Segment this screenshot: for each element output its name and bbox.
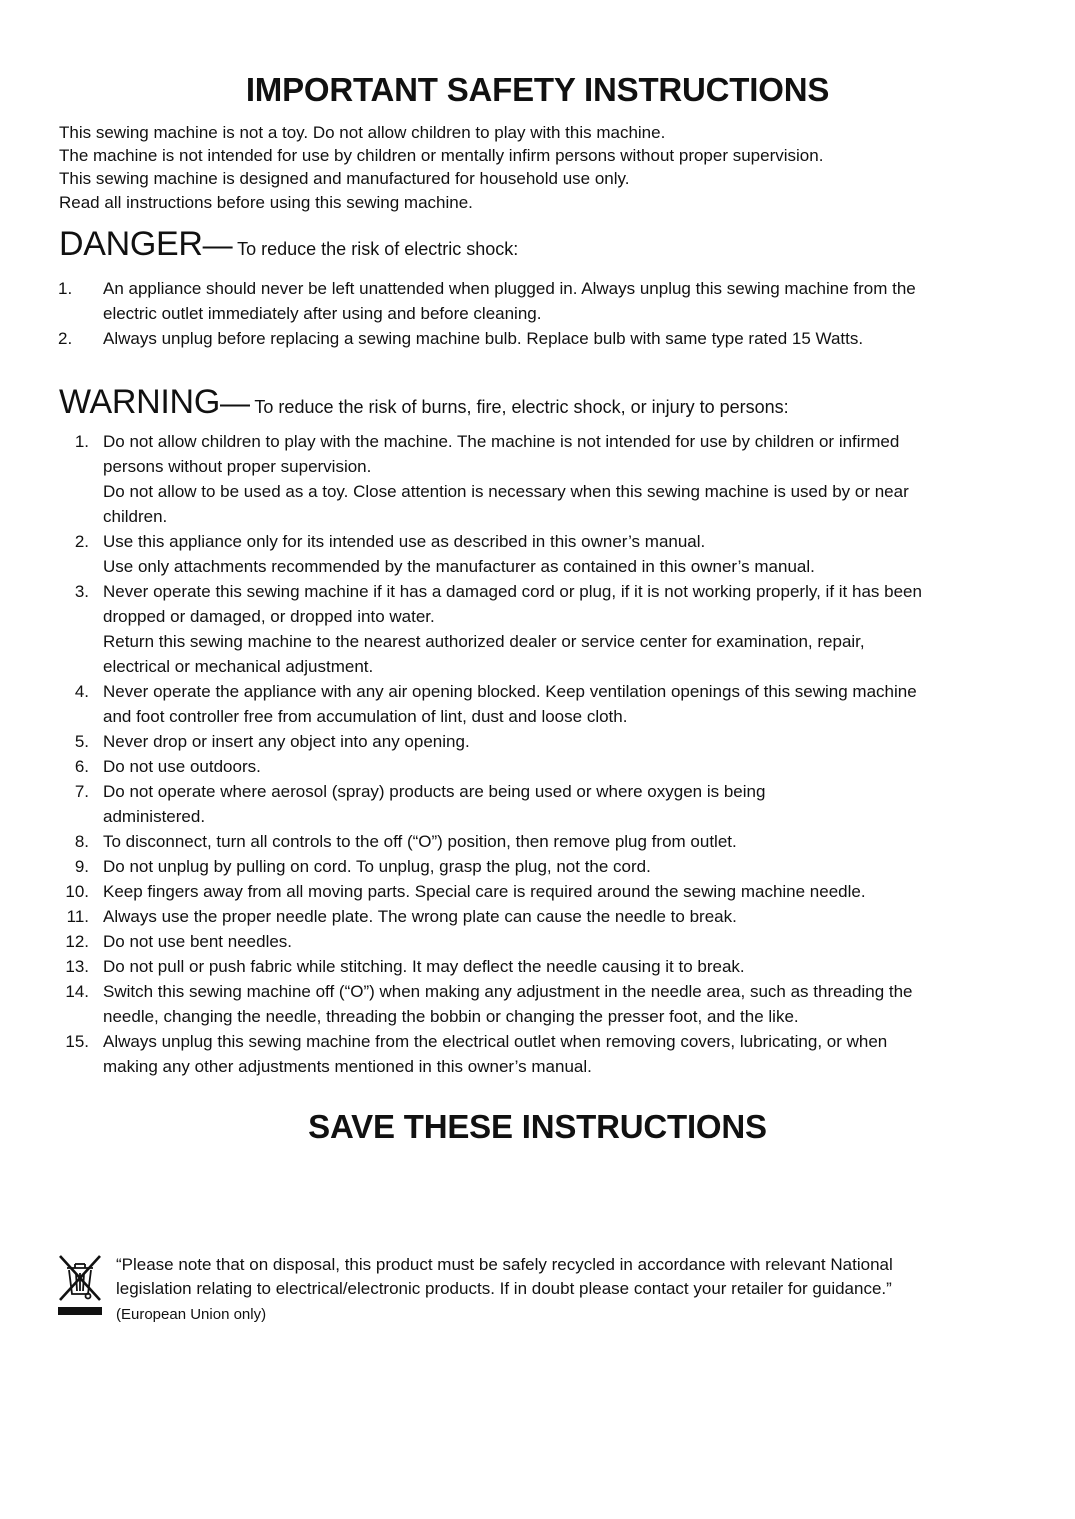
item-text-line: Always unplug this sewing machine from the electrical outlet when removing covers, lubricating, or when xyxy=(103,1032,888,1051)
list-item xyxy=(56,1029,1018,1079)
item-text-line: children. xyxy=(103,507,168,526)
intro-paragraph xyxy=(59,121,823,214)
item-text-line: dropped or damaged, or dropped into water. xyxy=(103,607,435,626)
page-title: IMPORTANT SAFETY INSTRUCTIONS xyxy=(245,71,830,108)
crossed-out-wheelie-bin-icon xyxy=(58,1254,102,1316)
item-number: 2. xyxy=(74,532,89,551)
item-text-line: Do not unplug by pulling on cord. To unplug, grasp the plug, not the cord. xyxy=(103,857,651,876)
list-item xyxy=(56,429,1018,529)
disposal-line: “Please note that on disposal, this product must be safely recycled in accordance with relevant National xyxy=(116,1255,893,1274)
item-number: 2. xyxy=(58,329,73,348)
intro-line: This sewing machine is designed and manufactured for household use only. xyxy=(59,169,630,189)
item-text-line: electric outlet immediately after using and before cleaning. xyxy=(103,304,542,323)
item-text-line: electrical or mechanical adjustment. xyxy=(103,657,374,676)
item-text-line: Never operate this sewing machine if it has a damaged cord or plug, if it is not working properly, if it has been xyxy=(103,582,922,601)
item-number: 1. xyxy=(58,279,73,298)
save-instructions-title: SAVE THESE INSTRUCTIONS xyxy=(308,1108,767,1145)
disposal-notice xyxy=(116,1253,893,1301)
list-item xyxy=(56,529,1018,579)
warning-dash: — xyxy=(219,387,250,420)
item-text-line: Do not allow children to play with the machine. The machine is not intended for use by children or infirmed xyxy=(103,432,900,451)
item-number: 11. xyxy=(66,907,89,926)
item-text-line: An appliance should never be left unattended when plugged in. Always unplug this sewing machine from the xyxy=(103,279,916,298)
list-item xyxy=(56,276,1016,326)
danger-subtitle: To reduce the risk of electric shock: xyxy=(237,239,519,259)
list-item xyxy=(56,779,1018,829)
intro-line: The machine is not intended for use by children or mentally infirm persons without proper supervision. xyxy=(59,146,824,166)
eu-only-note: (European Union only) xyxy=(116,1306,267,1323)
item-number: 13. xyxy=(65,957,89,976)
item-text-line: making any other adjustments mentioned in this owner’s manual. xyxy=(103,1057,592,1076)
item-number: 15. xyxy=(65,1032,89,1051)
item-number: 1. xyxy=(74,432,89,451)
item-text-line: To disconnect, turn all controls to the off (“O”) position, then remove plug from outlet. xyxy=(103,832,737,851)
item-text-line: Use only attachments recommended by the manufacturer as contained in this owner’s manual. xyxy=(103,557,815,576)
item-text-line: Keep fingers away from all moving parts. Special care is required around the sewing machine needle. xyxy=(103,882,866,901)
item-text-line: administered. xyxy=(103,807,206,826)
item-number: 12. xyxy=(65,932,89,951)
list-item xyxy=(56,579,1018,679)
item-text-line: Always unplug before replacing a sewing machine bulb. Replace bulb with same type rated 15 Watts. xyxy=(103,329,864,348)
item-text-line: Never operate the appliance with any air opening blocked. Keep ventilation openings of this sewing machine xyxy=(103,682,917,701)
list-item xyxy=(56,854,1018,879)
intro-line: Read all instructions before using this sewing machine. xyxy=(59,192,473,212)
item-text-line: needle, changing the needle, threading the bobbin or changing the presser foot, and the like. xyxy=(103,1007,799,1026)
item-text-line: Do not allow to be used as a toy. Close attention is necessary when this sewing machine is used by or near xyxy=(103,482,909,501)
list-item xyxy=(56,729,1018,754)
danger-label: DANGER xyxy=(59,225,203,263)
warning-label: WARNING xyxy=(59,383,220,421)
item-number: 10. xyxy=(65,882,89,901)
item-text-line: Do not use bent needles. xyxy=(103,932,293,951)
disposal-line: legislation relating to electrical/electronic products. If in doubt please contact your retailer for guidance.” xyxy=(116,1279,892,1298)
item-text-line: Always use the proper needle plate. The wrong plate can cause the needle to break. xyxy=(103,907,737,926)
item-number: 6. xyxy=(74,757,89,776)
item-text-line: Do not pull or push fabric while stitching. It may deflect the needle causing it to break. xyxy=(103,957,745,976)
item-number: 4. xyxy=(74,682,89,701)
item-text-line: Do not operate where aerosol (spray) products are being used or where oxygen is being xyxy=(103,782,766,801)
item-number: 14. xyxy=(65,982,89,1001)
item-text-line: Do not use outdoors. xyxy=(103,757,261,776)
item-text-line: persons without proper supervision. xyxy=(103,457,372,476)
list-item xyxy=(56,326,1016,351)
item-number: 9. xyxy=(74,857,89,876)
danger-list xyxy=(56,276,1016,351)
list-item xyxy=(56,879,1018,904)
item-text-line: Use this appliance only for its intended use as described in this owner’s manual. xyxy=(103,532,706,551)
item-text-line: Return this sewing machine to the nearest authorized dealer or service center for examination, repair, xyxy=(103,632,865,651)
list-item xyxy=(56,929,1018,954)
item-number: 8. xyxy=(74,832,89,851)
list-item xyxy=(56,679,1018,729)
list-item xyxy=(56,829,1018,854)
list-item xyxy=(56,904,1018,929)
item-text-line: Never drop or insert any object into any opening. xyxy=(103,732,470,751)
warning-list xyxy=(56,429,1018,1079)
danger-dash: — xyxy=(202,229,233,262)
list-item xyxy=(56,979,1018,1029)
item-number: 3. xyxy=(74,582,89,601)
intro-line: This sewing machine is not a toy. Do not allow children to play with this machine. xyxy=(59,123,666,142)
list-item xyxy=(56,754,1018,779)
item-number: 5. xyxy=(74,732,89,751)
item-text-line: Switch this sewing machine off (“O”) when making any adjustment in the needle area, such as threading the xyxy=(103,982,913,1001)
warning-subtitle: To reduce the risk of burns, fire, electric shock, or injury to persons: xyxy=(254,397,789,417)
list-item xyxy=(56,954,1018,979)
item-text-line: and foot controller free from accumulation of lint, dust and loose cloth. xyxy=(103,707,628,726)
warning-heading xyxy=(59,383,789,422)
danger-heading xyxy=(59,225,518,264)
item-number: 7. xyxy=(74,782,89,801)
